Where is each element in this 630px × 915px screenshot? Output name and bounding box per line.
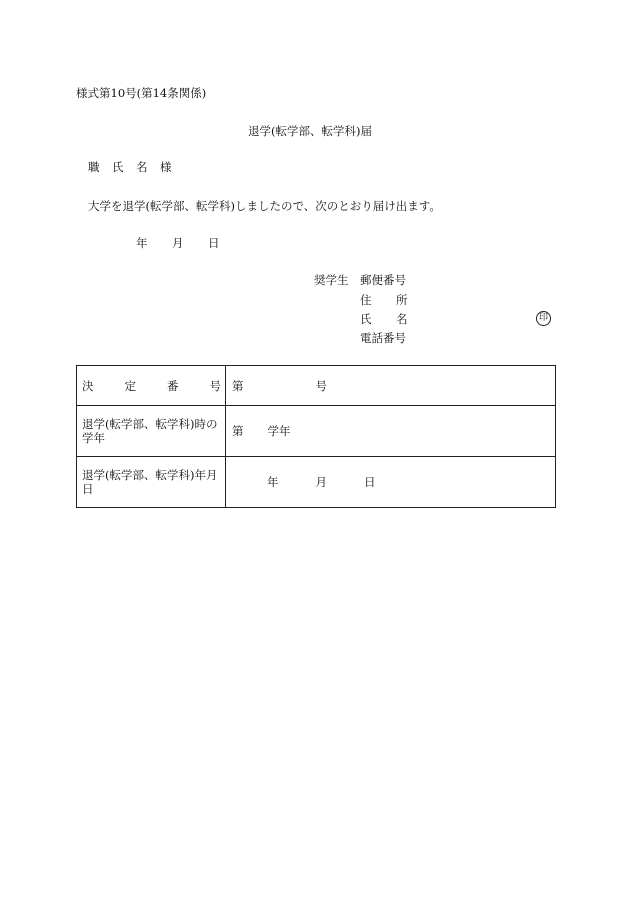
name-label-2: 名 [396, 312, 408, 326]
address-label-1: 住 [360, 293, 372, 307]
date-year-label: 年 [136, 236, 148, 250]
postal-code-label: 郵便番号 [360, 273, 406, 287]
addressee-char-1: 職 [88, 160, 100, 174]
withdrawal-day: 日 [364, 475, 376, 489]
decision-number-label [77, 366, 226, 406]
table-row-decision-number [77, 366, 556, 406]
withdrawal-date-value[interactable] [226, 457, 556, 508]
decision-number-suffix: 号 [315, 378, 327, 393]
decision-label-char-2: 定 [124, 378, 136, 393]
withdrawal-date-label [77, 457, 226, 508]
addressee-char-4: 様 [160, 160, 172, 174]
info-table [76, 365, 556, 508]
grade-suffix: 学年 [267, 424, 291, 438]
addressee-char-2: 氏 [112, 160, 124, 174]
table-row-date [77, 457, 556, 508]
addressee-char-3: 名 [136, 160, 148, 174]
name-label-1: 氏 [360, 312, 372, 326]
decision-number-value[interactable] [226, 366, 556, 406]
form-number: 様式第10号(第14条関係) [76, 86, 207, 100]
grade-label [77, 406, 226, 457]
withdrawal-month: 月 [315, 475, 327, 489]
grade-value[interactable] [226, 406, 556, 457]
address-label-2: 所 [396, 293, 408, 307]
document-title: 退学(転学部、転学科)届 [248, 124, 372, 138]
decision-label-char-1: 決 [82, 378, 94, 393]
withdrawal-date-label-text: 退学(転学部、転学科)年月日 [82, 468, 218, 496]
withdrawal-year: 年 [267, 475, 279, 489]
decision-label-char-3: 番 [167, 378, 179, 393]
decision-number-prefix: 第 [232, 378, 244, 393]
applicant-role: 奨学生 [314, 273, 349, 287]
date-month-label: 月 [172, 236, 184, 250]
seal-mark-icon: 印 [536, 311, 551, 326]
grade-label-text: 退学(転学部、転学科)時の学年 [82, 417, 218, 445]
date-day-label: 日 [208, 236, 220, 250]
body-text: 大学を退学(転学部、転学科)しましたので、次のとおり届け出ます。 [88, 199, 441, 213]
phone-label: 電話番号 [360, 331, 406, 345]
grade-prefix: 第 [232, 424, 244, 438]
decision-label-char-4: 号 [209, 378, 221, 393]
table-row-grade [77, 406, 556, 457]
